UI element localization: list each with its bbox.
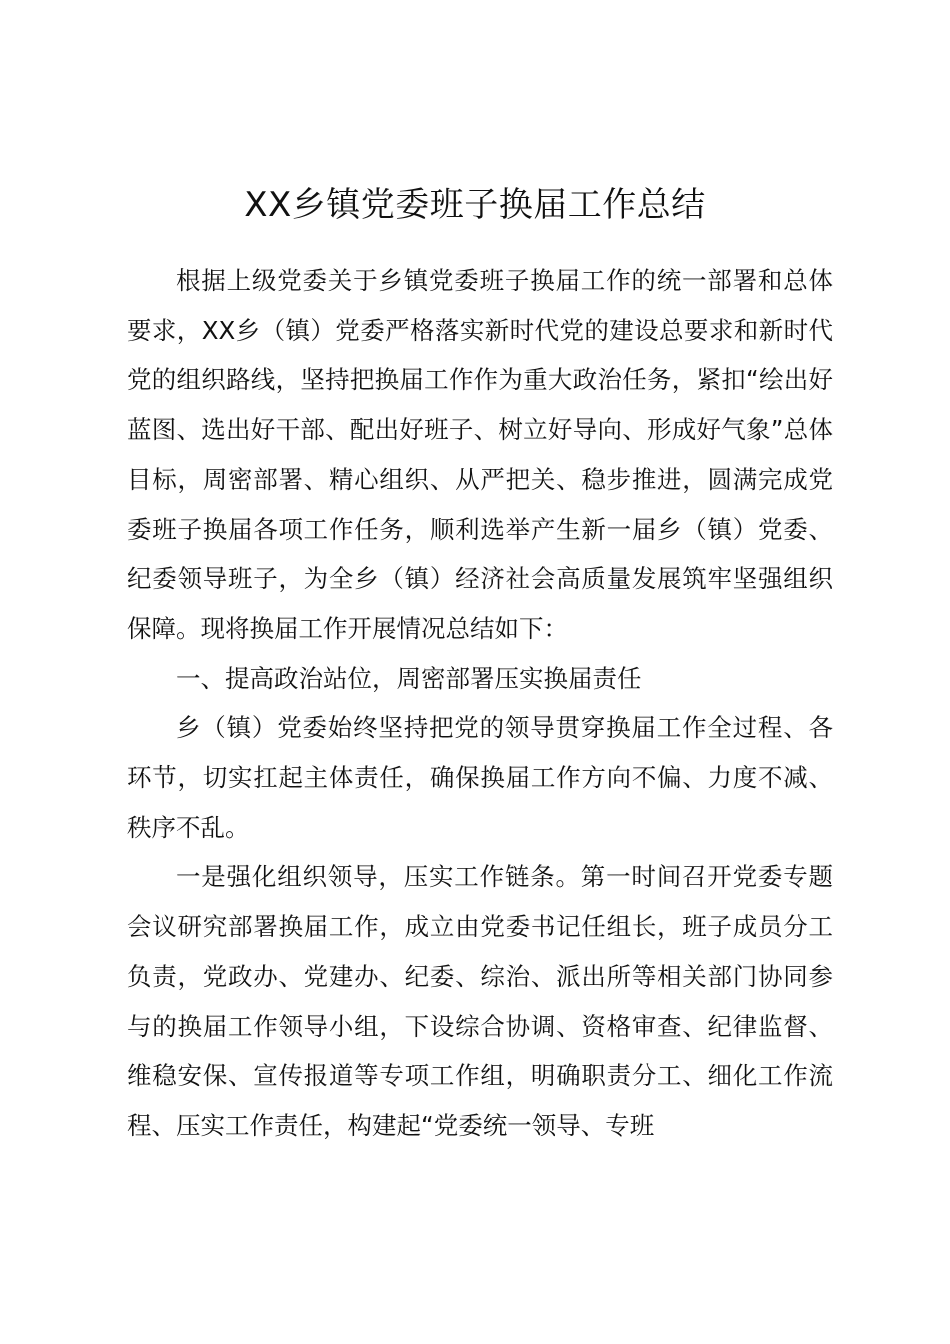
intro-paragraph: 根据上级党委关于乡镇党委班子换届工作的统一部署和总体要求，XX乡（镇）党委严格落实新时代党的建设总要求和新时代党的组织路线，坚持把换届工作作为重大政治任务，紧扣“绘出好蓝图、选出好干部、配出好班子、树立好导向、形成好气象”总体目标，周密部署、精心组织、从严把关、稳步推进，圆满完成党委班子换届各项工作任务，顺利选举产生新一届乡（镇）党委、纪委领导班子，为全乡（镇）经济社会高质量发展筑牢坚强组织保障。现将换届工作开展情况总结如下：	[127, 266, 833, 643]
document-title: XX乡镇党委班子换届工作总结	[244, 185, 706, 225]
section-paragraph: 乡（镇）党委始终坚持把党的领导贯穿换届工作全过程、各环节，切实扛起主体责任，确保换届工作方向不偏、力度不减、秩序不乱。	[127, 713, 833, 842]
document-body	[127, 256, 833, 1151]
section-heading-1: 一、提高政治站位，周密部署压实换届责任	[176, 663, 642, 693]
point-paragraph-1: 一是强化组织领导，压实工作链条。第一时间召开党委专题会议研究部署换届工作，成立由党委书记任组长，班子成员分工负责，党政办、党建办、纪委、综治、派出所等相关部门协同参与的换届工作领导小组，下设综合协调、资格审查、纪律监督、维稳安保、宣传报道等专项工作组，明确职责分工、细化工作流程、压实工作责任，构建起“党委统一领导、专班	[127, 862, 833, 1140]
